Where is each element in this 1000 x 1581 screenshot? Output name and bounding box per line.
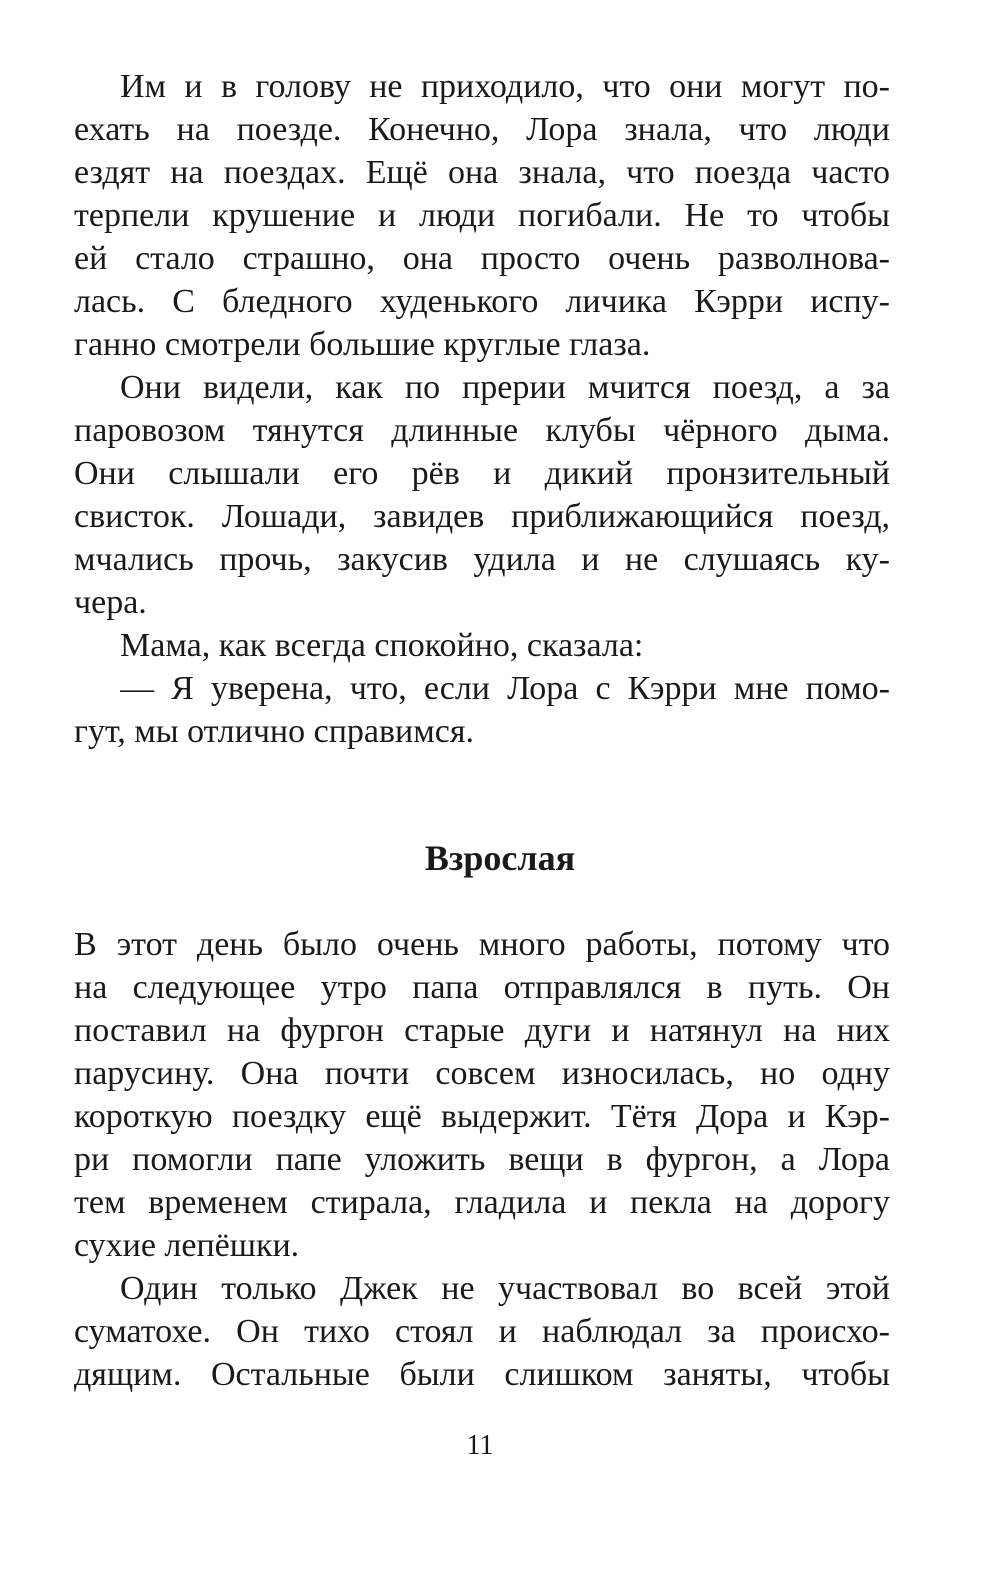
- text-line: ганно смотрели большие круглые глаза.: [74, 326, 651, 363]
- text-line: гут, мы отлично справимся.: [74, 713, 474, 750]
- text-line: Им и в голову не приходило, что они могут по-: [120, 68, 890, 105]
- text-line: дящим. Остальные были слишком заняты, чтобы: [74, 1356, 890, 1393]
- text-line: Они слышали его рёв и дикий пронзительный: [74, 455, 890, 492]
- text-line: терпели крушение и люди погибали. Не то чтобы: [74, 197, 890, 234]
- text-line: мчались прочь, закусив удила и не слушаясь ку-: [74, 541, 890, 578]
- text-line: Мама, как всегда спокойно, сказала:: [120, 627, 644, 664]
- text-line: ри помогли папе уложить вещи в фургон, а Лора: [74, 1141, 890, 1178]
- page-number: 11: [466, 1430, 494, 1461]
- text-line: поставил на фургон старые дуги и натянул на них: [74, 1012, 890, 1049]
- text-line: сухие лепёшки.: [74, 1227, 300, 1264]
- chapter-heading: Взрослая: [424, 838, 576, 878]
- text-line: паровозом тянутся длинные клубы чёрного дыма.: [74, 412, 890, 449]
- text-line: ездят на поездах. Ещё она знала, что поезда часто: [74, 154, 890, 191]
- text-line: чера.: [74, 584, 147, 621]
- text-line: тем временем стирала, гладила и пекла на дорогу: [74, 1184, 890, 1221]
- text-line: ей стало страшно, она просто очень разволнова-: [74, 240, 890, 277]
- text-line: Один только Джек не участвовал во всей этой: [120, 1270, 890, 1307]
- text-line: свисток. Лошади, завидев приближающийся поезд,: [74, 498, 890, 535]
- text-line: Они видели, как по прерии мчится поезд, а за: [120, 369, 890, 406]
- text-line: В этот день было очень много работы, потому что: [74, 926, 890, 963]
- text-line: на следующее утро папа отправлялся в путь. Он: [74, 969, 890, 1006]
- text-line: короткую поездку ещё выдержит. Тётя Дора и Кэр-: [74, 1098, 890, 1135]
- text-line: парусину. Она почти совсем износилась, но одну: [74, 1055, 890, 1092]
- text-line: суматохе. Он тихо стоял и наблюдал за происхо-: [74, 1313, 890, 1350]
- text-line: ехать на поезде. Конечно, Лора знала, что люди: [74, 111, 890, 148]
- text-line: лась. С бледного худенького личика Кэрри испу-: [74, 283, 890, 320]
- text-line: — Я уверена, что, если Лора с Кэрри мне помо-: [120, 670, 890, 707]
